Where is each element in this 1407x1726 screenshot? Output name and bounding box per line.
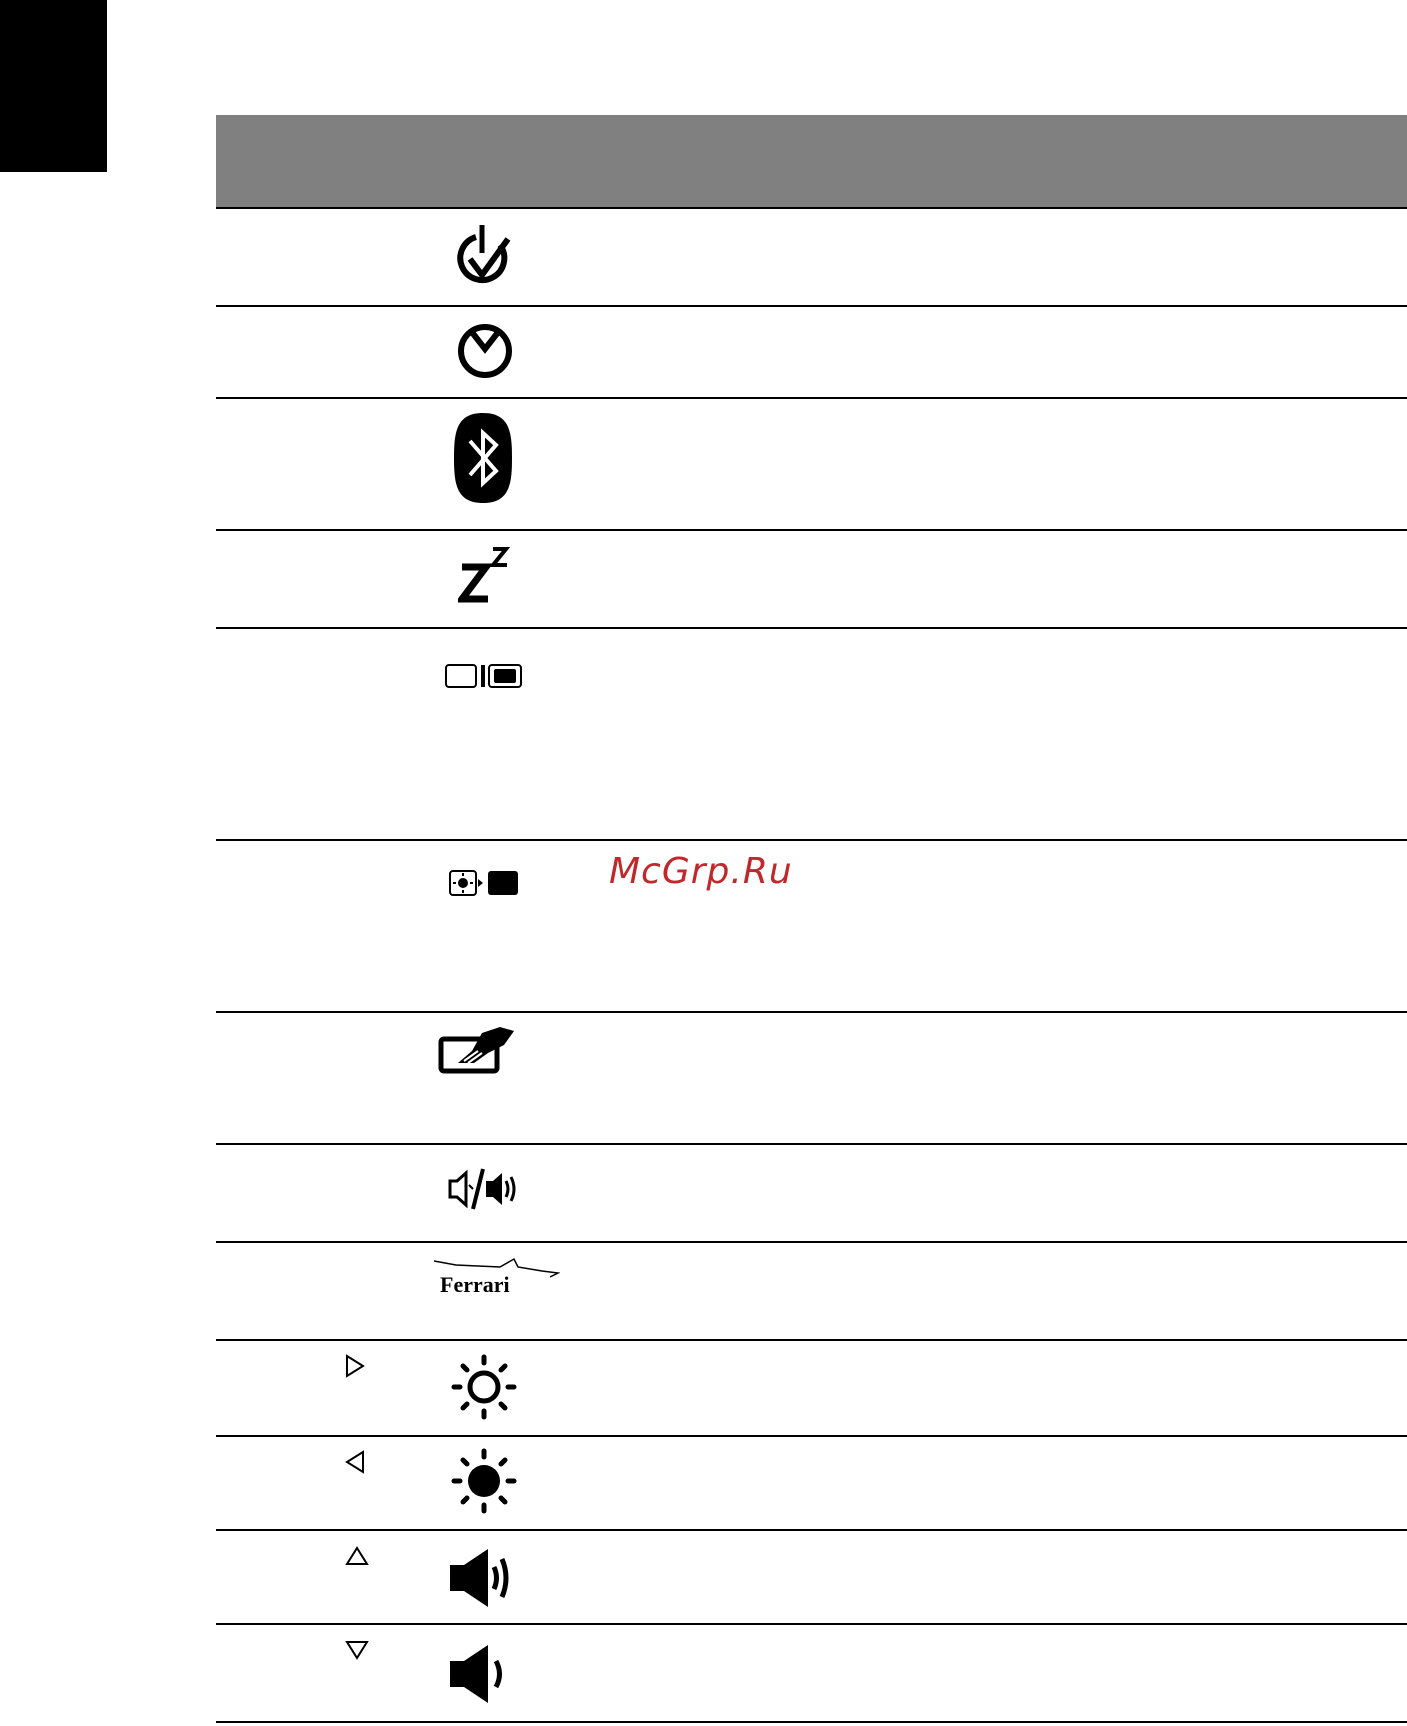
table-row <box>216 629 1407 841</box>
table-row <box>216 1625 1407 1723</box>
bluetooth-icon <box>452 411 514 505</box>
watermark-text: McGrp.Ru <box>609 851 793 892</box>
display-toggle-icon <box>444 663 524 689</box>
brightness-up-icon <box>450 1353 518 1421</box>
speaker-toggle-icon <box>448 1167 522 1211</box>
ferrari-logo-text: Ferrari <box>440 1272 510 1295</box>
table-row <box>216 1243 1407 1341</box>
table-row <box>216 1145 1407 1243</box>
page-corner-tab <box>0 0 107 172</box>
acer-empowering-icon <box>457 319 513 379</box>
table-row <box>216 1437 1407 1531</box>
left-arrow-icon <box>344 1449 366 1475</box>
table-row <box>216 1531 1407 1625</box>
table-row <box>216 307 1407 399</box>
power-check-icon <box>456 223 512 291</box>
down-arrow-icon <box>344 1639 370 1661</box>
table-row <box>216 209 1407 307</box>
table-row <box>216 1341 1407 1437</box>
touchpad-toggle-icon <box>438 1023 518 1075</box>
table-row <box>216 1013 1407 1145</box>
table-row <box>216 399 1407 531</box>
right-arrow-icon <box>344 1353 366 1379</box>
sleep-zz-icon <box>458 545 510 605</box>
hotkey-table <box>216 115 1407 1723</box>
volume-down-icon <box>448 1643 512 1705</box>
brightness-down-icon <box>450 1447 518 1515</box>
table-row <box>216 841 1407 1013</box>
table-header <box>216 115 1407 209</box>
up-arrow-icon <box>344 1545 370 1567</box>
volume-up-icon <box>448 1547 512 1609</box>
screen-blank-icon <box>448 869 520 897</box>
table-row <box>216 531 1407 629</box>
ferrari-logo-icon <box>430 1255 560 1295</box>
